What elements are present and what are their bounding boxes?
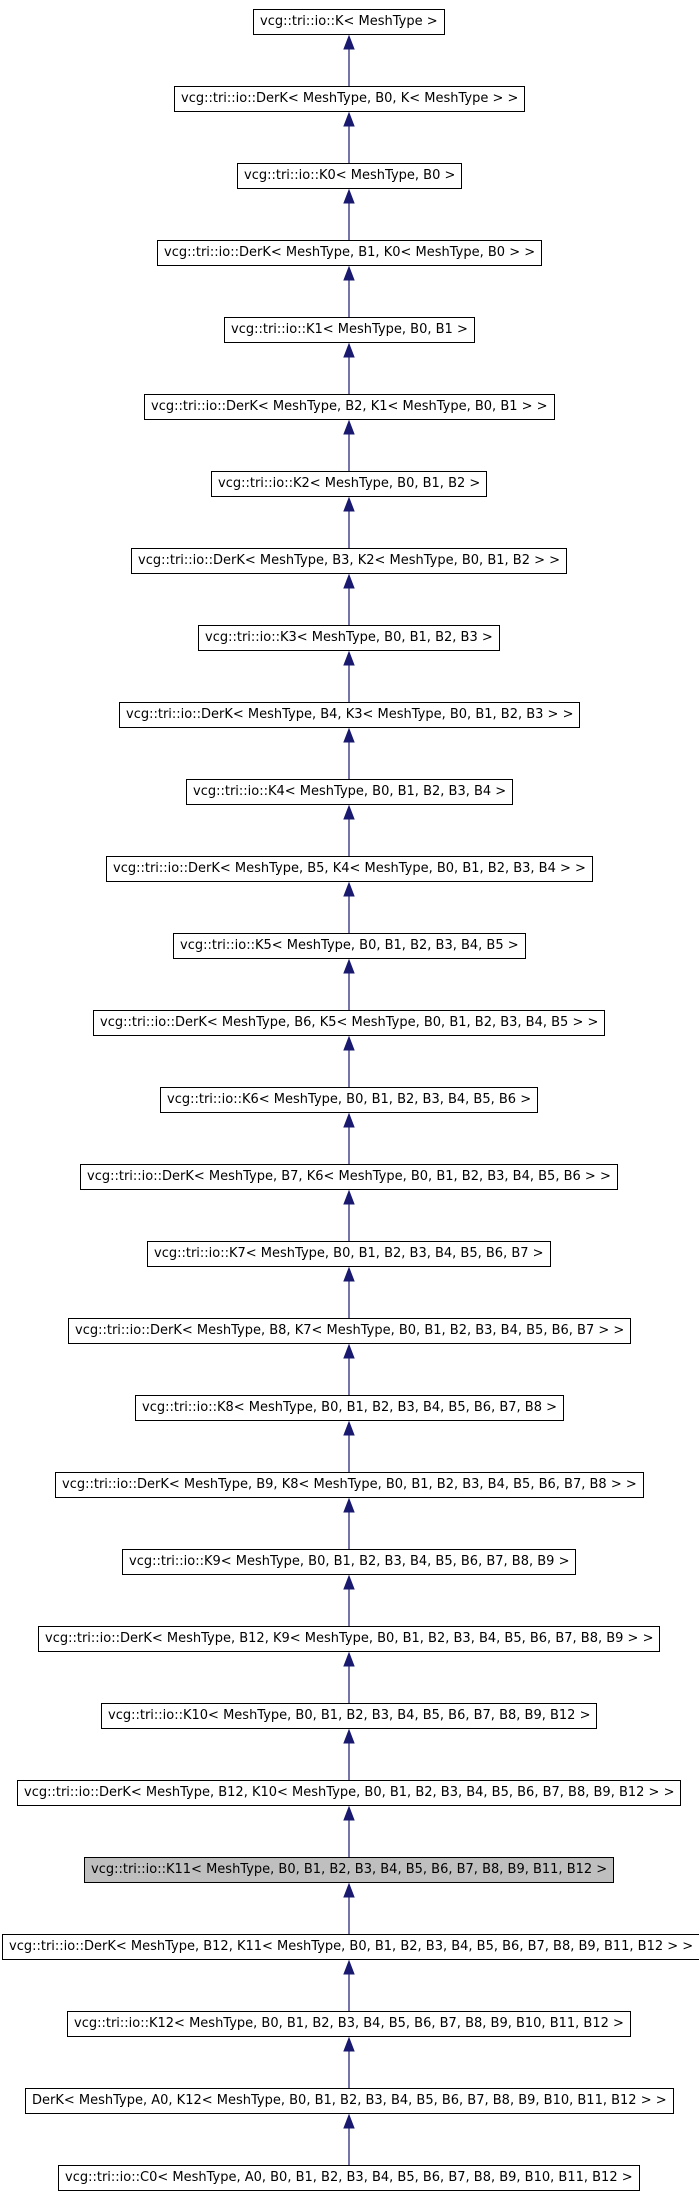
arrowhead-icon (344, 1884, 354, 1897)
class-node[interactable]: vcg::tri::io::DerK< MeshType, B12, K10< MeshType, B0, B1, B2, B3, B4, B5, B6, B7, B8, B9, B12 > > (17, 1780, 681, 1806)
class-node[interactable]: vcg::tri::io::K9< MeshType, B0, B1, B2, B3, B4, B5, B6, B7, B8, B9 > (122, 1549, 576, 1575)
class-node[interactable]: vcg::tri::io::K0< MeshType, B0 > (237, 163, 462, 189)
arrowhead-icon (344, 1961, 354, 1974)
class-node[interactable]: vcg::tri::io::K5< MeshType, B0, B1, B2, B3, B4, B5 > (173, 933, 526, 959)
class-node[interactable]: vcg::tri::io::DerK< MeshType, B6, K5< MeshType, B0, B1, B2, B3, B4, B5 > > (93, 1010, 605, 1036)
arrowhead-icon (344, 267, 354, 280)
class-node[interactable]: vcg::tri::io::K6< MeshType, B0, B1, B2, B3, B4, B5, B6 > (160, 1087, 538, 1113)
arrowhead-icon (344, 344, 354, 357)
class-node[interactable]: vcg::tri::io::DerK< MeshType, B5, K4< MeshType, B0, B1, B2, B3, B4 > > (106, 856, 593, 882)
arrowhead-icon (344, 113, 354, 126)
arrowhead-icon (344, 1730, 354, 1743)
arrowhead-icon (344, 806, 354, 819)
arrowhead-icon (344, 36, 354, 49)
arrowhead-icon (344, 498, 354, 511)
arrowhead-icon (344, 1576, 354, 1589)
arrowhead-icon (344, 1807, 354, 1820)
arrowhead-icon (344, 1268, 354, 1281)
class-node[interactable]: vcg::tri::io::DerK< MeshType, B3, K2< MeshType, B0, B1, B2 > > (131, 548, 567, 574)
class-node[interactable]: vcg::tri::io::K2< MeshType, B0, B1, B2 > (211, 471, 487, 497)
class-node[interactable]: vcg::tri::io::DerK< MeshType, B12, K11< MeshType, B0, B1, B2, B3, B4, B5, B6, B7, B8, B9, B11, B12 > > (2, 1934, 699, 1960)
arrowhead-icon (344, 1422, 354, 1435)
arrowhead-icon (344, 2038, 354, 2051)
class-node[interactable]: vcg::tri::io::K10< MeshType, B0, B1, B2, B3, B4, B5, B6, B7, B8, B9, B12 > (101, 1703, 597, 1729)
arrowhead-icon (344, 729, 354, 742)
arrowhead-icon (344, 421, 354, 434)
class-node[interactable]: vcg::tri::io::DerK< MeshType, B12, K9< MeshType, B0, B1, B2, B3, B4, B5, B6, B7, B8, B9 > > (38, 1626, 660, 1652)
class-node[interactable]: vcg::tri::io::K8< MeshType, B0, B1, B2, B3, B4, B5, B6, B7, B8 > (135, 1395, 564, 1421)
arrowhead-icon (344, 1653, 354, 1666)
arrowhead-icon (344, 190, 354, 203)
class-node[interactable]: vcg::tri::io::K4< MeshType, B0, B1, B2, B3, B4 > (186, 779, 513, 805)
class-node[interactable]: vcg::tri::io::DerK< MeshType, B2, K1< MeshType, B0, B1 > > (144, 394, 555, 420)
class-node[interactable]: vcg::tri::io::K3< MeshType, B0, B1, B2, B3 > (198, 625, 500, 651)
arrowhead-icon (344, 1345, 354, 1358)
class-node[interactable]: vcg::tri::io::C0< MeshType, A0, B0, B1, B2, B3, B4, B5, B6, B7, B8, B9, B10, B11, B12 > (58, 2165, 640, 2191)
class-node[interactable]: vcg::tri::io::DerK< MeshType, B0, K< MeshType > > (174, 86, 525, 112)
arrowhead-icon (344, 1191, 354, 1204)
arrowhead-icon (344, 960, 354, 973)
arrowhead-icon (344, 1037, 354, 1050)
arrowhead-icon (344, 575, 354, 588)
class-node[interactable]: vcg::tri::io::K7< MeshType, B0, B1, B2, B3, B4, B5, B6, B7 > (147, 1241, 551, 1267)
class-node: vcg::tri::io::K11< MeshType, B0, B1, B2, B3, B4, B5, B6, B7, B8, B9, B11, B12 > (84, 1857, 614, 1883)
class-node[interactable]: vcg::tri::io::DerK< MeshType, B1, K0< MeshType, B0 > > (157, 240, 542, 266)
class-node[interactable]: DerK< MeshType, A0, K12< MeshType, B0, B1, B2, B3, B4, B5, B6, B7, B8, B9, B10, B11, B12 > > (25, 2088, 674, 2114)
class-node[interactable]: vcg::tri::io::K12< MeshType, B0, B1, B2, B3, B4, B5, B6, B7, B8, B9, B10, B11, B12 > (67, 2011, 631, 2037)
arrowhead-icon (344, 1499, 354, 1512)
arrowhead-icon (344, 883, 354, 896)
arrowhead-icon (344, 652, 354, 665)
class-node[interactable]: vcg::tri::io::K< MeshType > (253, 9, 445, 35)
arrowhead-icon (344, 2115, 354, 2128)
class-node[interactable]: vcg::tri::io::K1< MeshType, B0, B1 > (224, 317, 475, 343)
arrowhead-icon (344, 1114, 354, 1127)
class-node[interactable]: vcg::tri::io::DerK< MeshType, B7, K6< MeshType, B0, B1, B2, B3, B4, B5, B6 > > (80, 1164, 618, 1190)
class-node[interactable]: vcg::tri::io::DerK< MeshType, B4, K3< MeshType, B0, B1, B2, B3 > > (119, 702, 580, 728)
class-node[interactable]: vcg::tri::io::DerK< MeshType, B8, K7< MeshType, B0, B1, B2, B3, B4, B5, B6, B7 > > (68, 1318, 631, 1344)
class-node[interactable]: vcg::tri::io::DerK< MeshType, B9, K8< MeshType, B0, B1, B2, B3, B4, B5, B6, B7, B8 > > (55, 1472, 644, 1498)
